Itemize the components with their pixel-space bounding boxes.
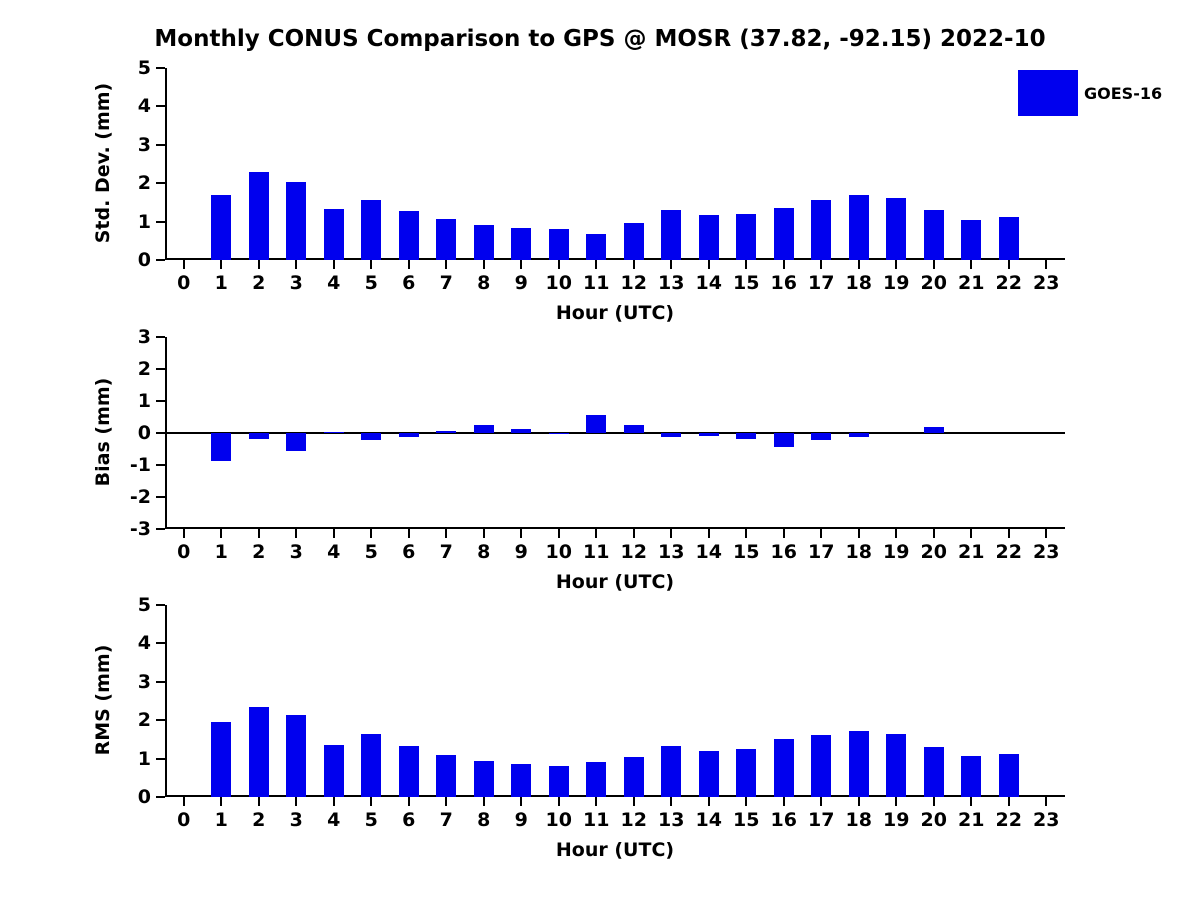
bar bbox=[586, 415, 606, 433]
x-axis-tick bbox=[595, 529, 597, 538]
x-axis-tick-label: 23 bbox=[1033, 272, 1060, 294]
bar bbox=[774, 739, 794, 797]
x-axis-tick-label: 2 bbox=[252, 541, 266, 563]
y-axis-title: Std. Dev. (mm) bbox=[92, 82, 114, 244]
x-axis-tick bbox=[820, 797, 822, 806]
x-axis-tick-label: 4 bbox=[327, 541, 341, 563]
x-axis-tick-label: 5 bbox=[364, 272, 378, 294]
bar bbox=[586, 762, 606, 797]
bar bbox=[999, 217, 1019, 260]
y-axis-tick bbox=[156, 144, 165, 146]
bar bbox=[249, 172, 269, 260]
x-axis-title: Hour (UTC) bbox=[555, 839, 675, 861]
bar bbox=[849, 195, 869, 260]
x-axis-tick-label: 13 bbox=[658, 272, 685, 294]
x-axis-tick bbox=[970, 797, 972, 806]
y-axis-tick bbox=[156, 67, 165, 69]
y-axis-tick bbox=[156, 400, 165, 402]
bar bbox=[549, 766, 569, 797]
x-axis-tick bbox=[783, 797, 785, 806]
bar bbox=[436, 219, 456, 260]
x-axis-tick bbox=[670, 797, 672, 806]
x-axis-tick-label: 21 bbox=[958, 541, 985, 563]
x-axis-tick bbox=[183, 260, 185, 269]
x-axis-tick-label: 18 bbox=[845, 809, 872, 831]
x-axis-tick-label: 13 bbox=[658, 541, 685, 563]
x-axis-tick-label: 5 bbox=[364, 809, 378, 831]
y-axis-tick bbox=[156, 368, 165, 370]
x-axis-tick bbox=[333, 797, 335, 806]
bar bbox=[624, 757, 644, 797]
x-axis-tick-label: 12 bbox=[620, 809, 647, 831]
bar bbox=[511, 429, 531, 433]
y-axis-line bbox=[165, 605, 167, 797]
x-axis-tick-label: 7 bbox=[439, 272, 453, 294]
y-axis-tick bbox=[156, 796, 165, 798]
x-axis-tick bbox=[483, 529, 485, 538]
x-axis-tick bbox=[783, 260, 785, 269]
x-axis-tick bbox=[183, 797, 185, 806]
y-axis-tick-label: -2 bbox=[129, 486, 151, 508]
x-axis-tick bbox=[858, 797, 860, 806]
x-axis-tick-label: 13 bbox=[658, 809, 685, 831]
x-axis-tick-label: 3 bbox=[289, 272, 303, 294]
bar bbox=[511, 228, 531, 260]
x-axis-tick bbox=[483, 260, 485, 269]
x-axis-tick bbox=[408, 529, 410, 538]
x-axis-tick bbox=[258, 260, 260, 269]
bar bbox=[886, 734, 906, 797]
bar bbox=[249, 707, 269, 797]
x-axis-tick-label: 2 bbox=[252, 272, 266, 294]
y-axis-tick bbox=[156, 758, 165, 760]
x-axis-tick-label: 23 bbox=[1033, 541, 1060, 563]
x-axis-tick-label: 14 bbox=[695, 272, 722, 294]
y-axis-tick-label: 4 bbox=[137, 95, 151, 118]
x-axis-tick bbox=[1045, 260, 1047, 269]
x-axis-tick bbox=[1008, 260, 1010, 269]
bar bbox=[699, 433, 719, 436]
bar bbox=[474, 761, 494, 797]
bar bbox=[549, 229, 569, 260]
x-axis-tick bbox=[370, 260, 372, 269]
x-axis-tick-label: 10 bbox=[545, 809, 572, 831]
y-axis-tick-label: 3 bbox=[137, 133, 151, 156]
x-axis-tick-label: 4 bbox=[327, 272, 341, 294]
x-axis-tick-label: 17 bbox=[808, 272, 835, 294]
bar bbox=[886, 198, 906, 260]
x-axis-tick-label: 15 bbox=[733, 809, 760, 831]
x-axis-tick-label: 11 bbox=[583, 809, 610, 831]
x-axis-tick-label: 17 bbox=[808, 809, 835, 831]
x-axis-tick-label: 6 bbox=[402, 272, 416, 294]
x-axis-tick-label: 20 bbox=[920, 541, 947, 563]
x-axis-tick-label: 8 bbox=[477, 272, 491, 294]
x-axis-tick bbox=[1045, 797, 1047, 806]
x-axis-tick-label: 12 bbox=[620, 541, 647, 563]
x-axis-tick bbox=[745, 529, 747, 538]
x-axis-tick-label: 15 bbox=[733, 541, 760, 563]
x-axis-tick bbox=[895, 797, 897, 806]
bar bbox=[811, 200, 831, 260]
x-axis-tick bbox=[520, 529, 522, 538]
bar bbox=[999, 754, 1019, 797]
x-axis-tick bbox=[558, 529, 560, 538]
legend-label-goes16: GOES-16 bbox=[1084, 84, 1163, 103]
y-axis-tick bbox=[156, 496, 165, 498]
bar bbox=[436, 755, 456, 797]
x-axis-tick-label: 12 bbox=[620, 272, 647, 294]
x-axis-tick bbox=[1008, 529, 1010, 538]
x-axis-tick bbox=[408, 797, 410, 806]
bar bbox=[361, 200, 381, 260]
bar bbox=[211, 722, 231, 797]
x-axis-tick bbox=[745, 797, 747, 806]
x-axis-tick-label: 16 bbox=[770, 809, 797, 831]
x-axis-tick bbox=[520, 797, 522, 806]
y-axis-title: RMS (mm) bbox=[92, 644, 114, 756]
x-axis-tick-label: 23 bbox=[1033, 809, 1060, 831]
x-axis-tick-label: 8 bbox=[477, 809, 491, 831]
x-axis-tick-label: 19 bbox=[883, 809, 910, 831]
x-axis-tick-label: 7 bbox=[439, 541, 453, 563]
y-axis-tick bbox=[156, 464, 165, 466]
bar bbox=[286, 715, 306, 797]
x-axis-tick-label: 10 bbox=[545, 272, 572, 294]
x-axis-tick-label: 22 bbox=[995, 541, 1022, 563]
y-axis-tick bbox=[156, 259, 165, 261]
x-axis-tick bbox=[633, 797, 635, 806]
x-axis-tick-label: 18 bbox=[845, 272, 872, 294]
y-axis-tick bbox=[156, 719, 165, 721]
bar bbox=[211, 433, 231, 461]
y-axis-tick-label: 4 bbox=[137, 632, 151, 655]
x-axis-tick-label: 8 bbox=[477, 541, 491, 563]
x-axis-tick-label: 15 bbox=[733, 272, 760, 294]
y-axis-tick bbox=[156, 528, 165, 530]
x-axis-tick bbox=[333, 260, 335, 269]
x-axis-title: Hour (UTC) bbox=[555, 302, 675, 324]
bar bbox=[399, 433, 419, 437]
x-axis-tick-label: 1 bbox=[214, 809, 228, 831]
bar bbox=[324, 745, 344, 797]
y-axis-tick-label: 2 bbox=[137, 172, 151, 195]
y-axis-tick bbox=[156, 642, 165, 644]
bar bbox=[324, 209, 344, 260]
x-axis-tick-label: 1 bbox=[214, 541, 228, 563]
x-axis-tick bbox=[708, 797, 710, 806]
y-axis-tick-label: 1 bbox=[137, 747, 151, 770]
x-axis-tick bbox=[220, 260, 222, 269]
x-axis-tick-label: 3 bbox=[289, 541, 303, 563]
x-axis-tick-label: 14 bbox=[695, 541, 722, 563]
y-axis-tick bbox=[156, 681, 165, 683]
x-axis-tick-label: 18 bbox=[845, 541, 872, 563]
x-axis-tick bbox=[520, 260, 522, 269]
x-axis-tick bbox=[933, 797, 935, 806]
bar bbox=[924, 427, 944, 433]
x-axis-tick bbox=[670, 529, 672, 538]
bar bbox=[511, 764, 531, 797]
x-axis-tick-label: 14 bbox=[695, 809, 722, 831]
x-axis-line bbox=[165, 527, 1065, 529]
x-axis-tick-label: 2 bbox=[252, 809, 266, 831]
chart-panel-std-dev bbox=[92, 57, 1065, 324]
y-axis-tick bbox=[156, 432, 165, 434]
x-axis-tick-label: 16 bbox=[770, 272, 797, 294]
bar bbox=[736, 433, 756, 439]
x-axis-tick-label: 0 bbox=[177, 541, 191, 563]
x-axis-tick bbox=[258, 797, 260, 806]
y-axis-tick-label: -1 bbox=[129, 454, 151, 476]
x-axis-tick bbox=[220, 797, 222, 806]
bar bbox=[474, 425, 494, 433]
bar bbox=[361, 734, 381, 797]
bar bbox=[549, 433, 569, 434]
y-axis-tick-label: 0 bbox=[137, 786, 151, 808]
bar bbox=[361, 433, 381, 440]
bar bbox=[811, 735, 831, 797]
x-axis-tick bbox=[445, 797, 447, 806]
bar bbox=[661, 746, 681, 797]
x-axis-tick-label: 9 bbox=[514, 541, 528, 563]
x-axis-tick-label: 0 bbox=[177, 272, 191, 294]
bar bbox=[211, 195, 231, 260]
bar bbox=[924, 210, 944, 260]
x-axis-tick bbox=[595, 797, 597, 806]
x-axis-tick bbox=[933, 529, 935, 538]
y-axis-tick bbox=[156, 221, 165, 223]
x-axis-tick-label: 9 bbox=[514, 809, 528, 831]
bar bbox=[699, 215, 719, 260]
x-axis-tick-label: 20 bbox=[920, 272, 947, 294]
x-axis-tick bbox=[933, 260, 935, 269]
x-axis-tick bbox=[295, 797, 297, 806]
x-axis-tick bbox=[295, 260, 297, 269]
y-axis-line bbox=[165, 68, 167, 260]
bar bbox=[286, 182, 306, 260]
legend-swatch-goes16 bbox=[1018, 70, 1078, 116]
y-axis-tick bbox=[156, 105, 165, 107]
bar bbox=[961, 220, 981, 260]
x-axis-tick bbox=[820, 529, 822, 538]
bar bbox=[286, 433, 306, 451]
x-axis-tick-label: 0 bbox=[177, 809, 191, 831]
x-axis-tick bbox=[1008, 797, 1010, 806]
x-axis-tick bbox=[258, 529, 260, 538]
y-axis-tick-label: 5 bbox=[137, 594, 151, 616]
y-axis-tick-label: 5 bbox=[137, 57, 151, 79]
bar bbox=[474, 225, 494, 260]
bar bbox=[811, 433, 831, 440]
x-axis-tick-label: 22 bbox=[995, 272, 1022, 294]
bar bbox=[736, 749, 756, 797]
y-axis-tick-label: 1 bbox=[137, 390, 151, 412]
bar bbox=[624, 223, 644, 260]
y-axis-title: Bias (mm) bbox=[92, 377, 114, 487]
x-axis-tick-label: 21 bbox=[958, 809, 985, 831]
y-axis-tick bbox=[156, 182, 165, 184]
bar bbox=[774, 208, 794, 260]
x-axis-tick-label: 20 bbox=[920, 809, 947, 831]
x-axis-tick bbox=[895, 260, 897, 269]
x-axis-tick bbox=[483, 797, 485, 806]
x-axis-tick-label: 5 bbox=[364, 541, 378, 563]
x-axis-tick-label: 17 bbox=[808, 541, 835, 563]
x-axis-tick bbox=[708, 260, 710, 269]
x-axis-tick bbox=[558, 797, 560, 806]
x-axis-tick bbox=[370, 797, 372, 806]
y-axis-tick-label: 2 bbox=[137, 358, 151, 380]
x-axis-tick bbox=[370, 529, 372, 538]
x-axis-tick bbox=[633, 529, 635, 538]
x-axis-tick bbox=[333, 529, 335, 538]
bar bbox=[586, 234, 606, 260]
x-axis-tick bbox=[858, 260, 860, 269]
x-axis-tick bbox=[858, 529, 860, 538]
bar bbox=[661, 210, 681, 260]
x-axis-tick-label: 16 bbox=[770, 541, 797, 563]
x-axis-tick bbox=[558, 260, 560, 269]
x-axis-tick-label: 6 bbox=[402, 541, 416, 563]
x-axis-tick-label: 11 bbox=[583, 272, 610, 294]
y-axis-tick bbox=[156, 604, 165, 606]
bar bbox=[436, 431, 456, 433]
x-axis-tick bbox=[445, 529, 447, 538]
y-axis-tick-label: 1 bbox=[137, 210, 151, 233]
x-axis-tick-label: 1 bbox=[214, 272, 228, 294]
x-axis-tick bbox=[820, 260, 822, 269]
x-axis-title: Hour (UTC) bbox=[555, 571, 675, 593]
x-axis-tick bbox=[408, 260, 410, 269]
x-axis-tick-label: 7 bbox=[439, 809, 453, 831]
bar bbox=[961, 756, 981, 797]
x-axis-tick-label: 19 bbox=[883, 272, 910, 294]
chart-panel-rms bbox=[92, 594, 1065, 861]
bar bbox=[699, 751, 719, 797]
bar bbox=[661, 433, 681, 437]
x-axis-tick-label: 9 bbox=[514, 272, 528, 294]
x-axis-tick-label: 10 bbox=[545, 541, 572, 563]
y-axis-tick-label: 0 bbox=[137, 249, 151, 271]
x-axis-tick-label: 6 bbox=[402, 809, 416, 831]
x-axis-tick-label: 3 bbox=[289, 809, 303, 831]
y-axis-tick bbox=[156, 336, 165, 338]
x-axis-tick bbox=[895, 529, 897, 538]
x-axis-tick bbox=[295, 529, 297, 538]
x-axis-tick bbox=[183, 529, 185, 538]
y-axis-tick-label: 3 bbox=[137, 326, 151, 348]
y-axis-tick-label: 3 bbox=[137, 670, 151, 693]
x-axis-tick bbox=[633, 260, 635, 269]
y-axis-tick-label: 0 bbox=[137, 422, 151, 444]
chart-panel-bias bbox=[92, 326, 1065, 593]
bar bbox=[624, 425, 644, 433]
x-axis-tick bbox=[783, 529, 785, 538]
x-axis-tick-label: 22 bbox=[995, 809, 1022, 831]
x-axis-tick bbox=[708, 529, 710, 538]
bar bbox=[736, 214, 756, 260]
x-axis-tick bbox=[1045, 529, 1047, 538]
bar bbox=[249, 433, 269, 439]
x-axis-tick bbox=[970, 260, 972, 269]
x-axis-tick-label: 4 bbox=[327, 809, 341, 831]
bar bbox=[924, 747, 944, 797]
bar bbox=[849, 731, 869, 797]
page-title: Monthly CONUS Comparison to GPS @ MOSR (37.82, -92.15) 2022-10 bbox=[154, 26, 1046, 52]
x-axis-tick-label: 21 bbox=[958, 272, 985, 294]
x-axis-tick bbox=[445, 260, 447, 269]
x-axis-tick bbox=[595, 260, 597, 269]
x-axis-tick bbox=[745, 260, 747, 269]
bar bbox=[324, 432, 344, 433]
x-axis-tick bbox=[970, 529, 972, 538]
bar bbox=[399, 211, 419, 260]
bar bbox=[399, 746, 419, 797]
bar bbox=[774, 433, 794, 447]
bar bbox=[849, 433, 869, 437]
x-axis-tick bbox=[220, 529, 222, 538]
x-axis-tick-label: 19 bbox=[883, 541, 910, 563]
y-axis-tick-label: 2 bbox=[137, 709, 151, 732]
x-axis-tick-label: 11 bbox=[583, 541, 610, 563]
y-axis-tick-label: -3 bbox=[129, 518, 151, 540]
x-axis-tick bbox=[670, 260, 672, 269]
